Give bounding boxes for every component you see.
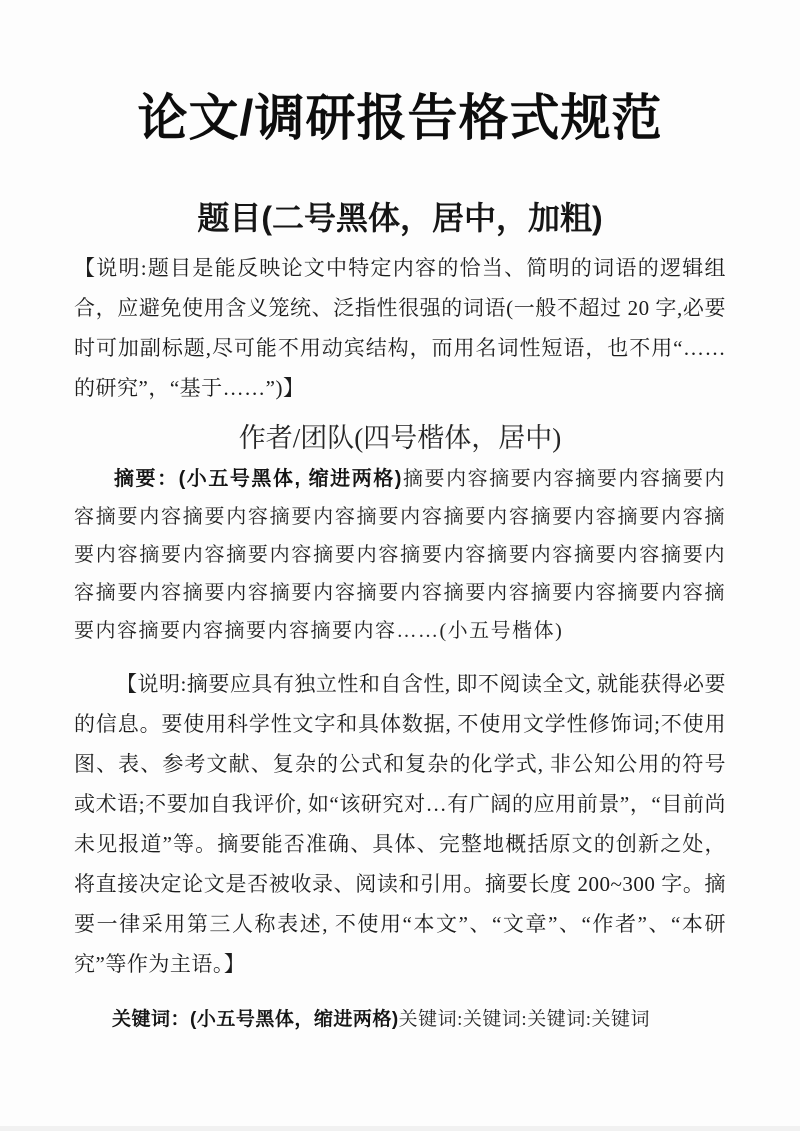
abstract-paragraph [74,460,726,650]
keywords-paragraph [74,1002,726,1038]
main-title: 论文/调研报告格式规范 [137,90,663,146]
abstract-body: 摘要内容摘要内容摘要内容摘要内容摘要内容摘要内容摘要内容摘要内容摘要内容摘要内容摘要内容摘要内容摘要内容摘要内容摘要内容摘要内容摘要内容摘要内容摘要内容摘要内容摘要内容摘要内容摘要内容摘要内容摘要内容摘要内容摘要内容摘要内容摘要内容摘要内容……(小五号楷体) [74,468,727,642]
abstract-note-paragraph: 【说明:摘要应具有独立性和自含性, 即不阅读全文, 就能获得必要的信息。要使用科学性文字和具体数据, 不使用文学性修饰词;不使用图、表、参考文献、复杂的公式和复杂的化学式, 非公知公用的符号或术语;不要加自我评价, 如“该研究对…有广阔的应用前景”，“目前尚未见报道”等。摘要能否准确、具体、完整地概括原文的创新之处，将直接决定论文是否被收录、阅读和引用。摘要长度 200~300 字。摘要一律采用第三人称表述, 不使用“本文”、“文章”、“作者”、“本研究”等作为主语。】 [74,672,726,976]
keywords-label: 关键词：(小五号黑体，缩进两格) [112,1009,399,1030]
page-bottom-strip [0,1126,800,1131]
title-note-paragraph: 【说明:题目是能反映论文中特定内容的恰当、简明的词语的逻辑组合，应避免使用含义笼统、泛指性很强的词语(一般不超过 20 字,必要时可加副标题,尽可能不用动宾结构，而用名词性短语，也不用“……的研究”，“基于……”)】 [74,256,726,400]
abstract-label: 摘要：(小五号黑体, 缩进两格) [114,468,403,490]
title-spec-heading: 题目(二号黑体，居中，加粗) [197,200,603,236]
author-line: 作者/团队(四号楷体，居中) [238,423,562,453]
keywords-body: 关键词:关键词:关键词:关键词 [398,1009,650,1030]
document-content [74,0,726,1038]
